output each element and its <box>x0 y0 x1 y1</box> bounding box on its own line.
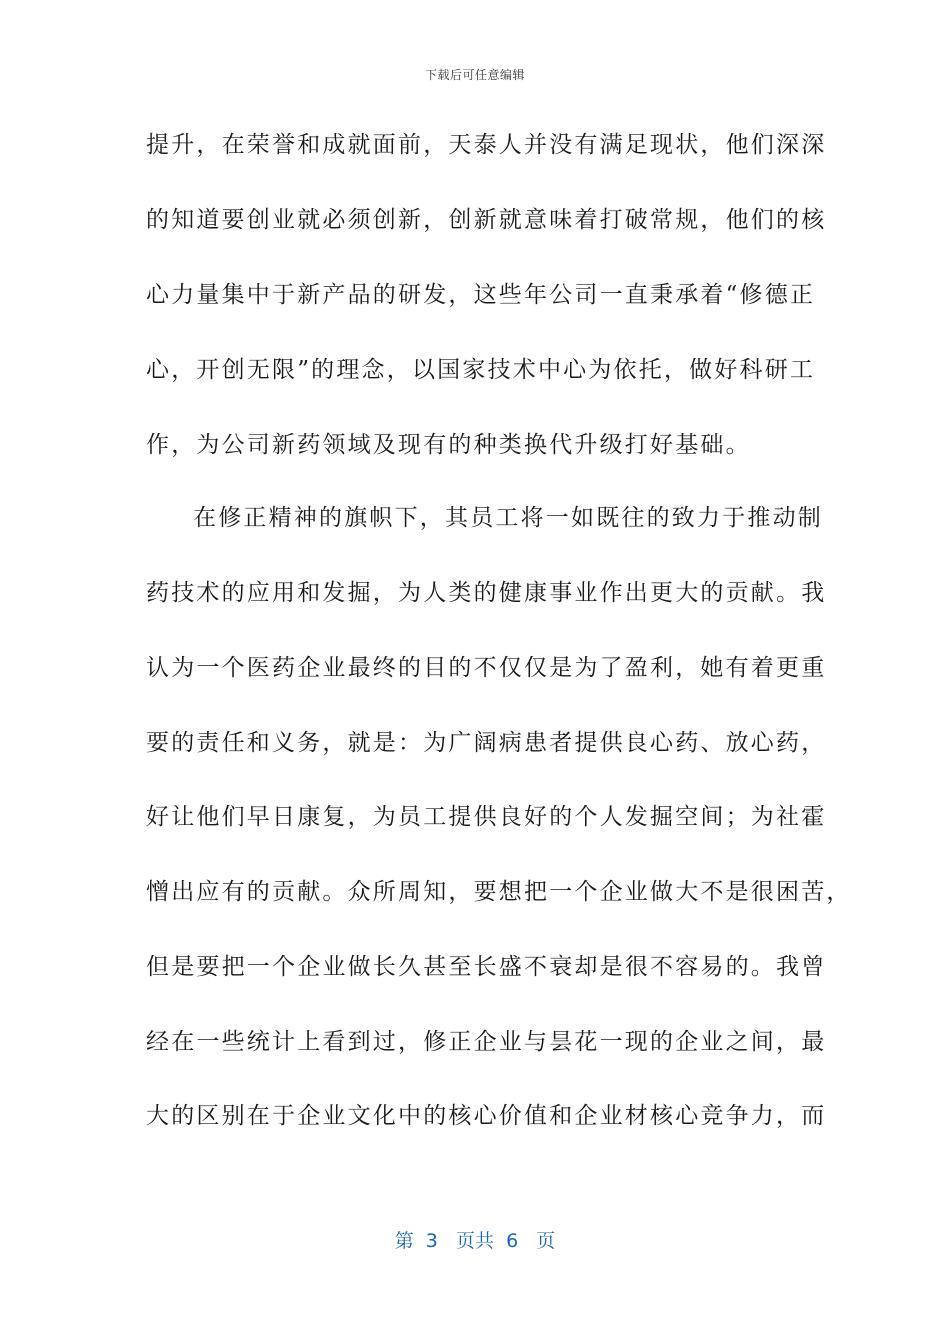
text-line: 作，为公司新药领域及现有的种类换代升级打好基础。 <box>146 432 751 458</box>
text-line: 好让他们早日康复，为员工提供良好的个人发掘空间；为社霍 <box>146 804 827 830</box>
text-line: 大的区别在于企业文化中的核心价值和企业材核心竞争力，而 <box>146 1103 827 1129</box>
text-line: 提升，在荣誉和成就面前，天泰人并没有满足现状，他们深深 <box>146 132 827 158</box>
text-line: 药技术的应用和发掘，为人类的健康事业作出更大的贡献。我 <box>146 580 827 606</box>
text-line: 心，开创无限”的理念，以国家技术中心为依托，做好科研工 <box>146 357 816 383</box>
text-line: 但是要把一个企业做长久甚至长盛不衰却是很不容易的。我曾 <box>146 954 827 980</box>
text-line: 在修正精神的旗帜下，其员工将一如既往的致力于推动制 <box>193 505 823 531</box>
text-line: 经在一些统计上看到过，修正企业与昙花一现的企业之间，最 <box>146 1029 827 1055</box>
text-line: 认为一个医药企业最终的目的不仅仅是为了盈利，她有着更重 <box>146 655 827 681</box>
page-header: 下载后可任意编辑 <box>424 68 525 82</box>
page-number-footer: 第 3 页共 6 页 <box>394 1230 556 1252</box>
text-line: 的知道要创业就必须创新，创新就意味着打破常规，他们的核 <box>146 207 827 233</box>
text-line: 心力量集中于新产品的研发，这些年公司一直秉承着“修德正 <box>146 282 816 308</box>
text-line: 憎出应有的贡献。众所周知，要想把一个企业做大不是很困苦， <box>146 879 852 905</box>
text-line: 要的责任和义务，就是：为广阔病患者提供良心药、放心药， <box>146 730 827 756</box>
